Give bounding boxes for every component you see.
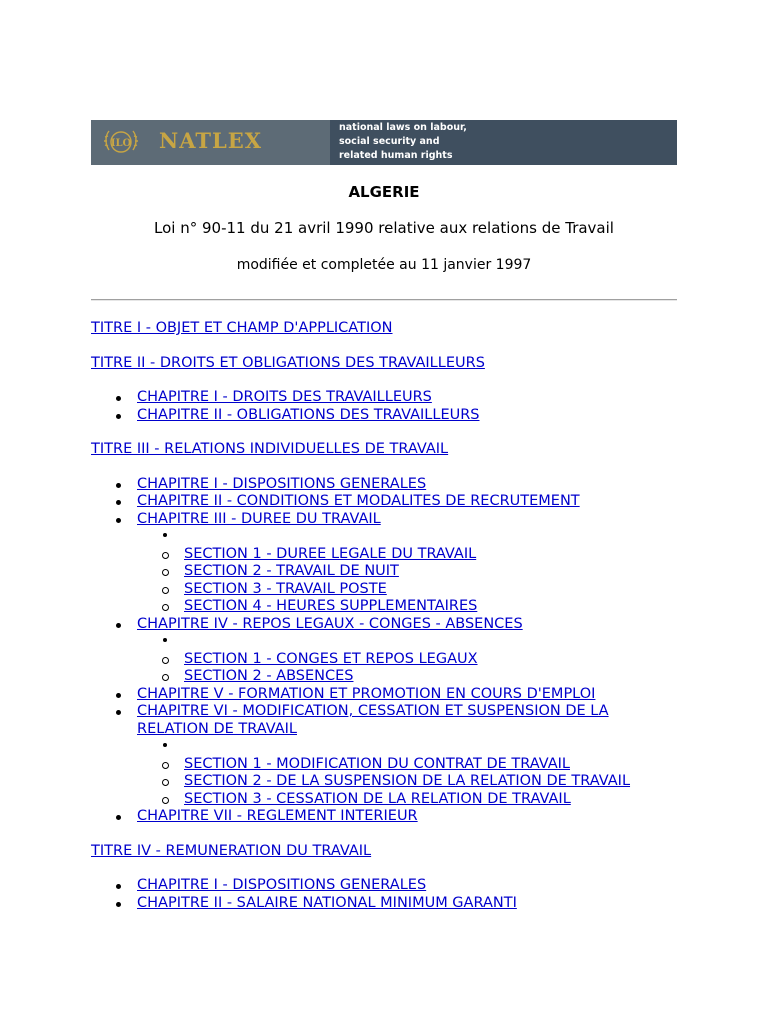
list-item xyxy=(91,703,681,808)
chapter-link[interactable]: CHAPITRE II - CONDITIONS ET MODALITES DE RECRUTEMENT xyxy=(137,493,580,509)
empty-list-item xyxy=(137,528,681,546)
titre-link[interactable]: TITRE III - RELATIONS INDIVIDUELLES DE TRAVAIL xyxy=(91,441,449,457)
section-list xyxy=(137,528,681,616)
list-item xyxy=(91,476,681,494)
chapter-list xyxy=(91,877,681,912)
svg-text:ILO: ILO xyxy=(110,138,132,149)
tagline-line: social security and xyxy=(339,136,440,147)
section-list xyxy=(137,738,681,808)
list-item xyxy=(137,563,681,581)
chapter-link[interactable]: CHAPITRE VI - MODIFICATION, CESSATION ET SUSPENSION DE LA RELATION DE TRAVAIL xyxy=(137,703,609,737)
section-link[interactable]: SECTION 1 - DUREE LEGALE DU TRAVAIL xyxy=(184,545,477,562)
natlex-banner xyxy=(91,120,677,165)
section-link[interactable]: SECTION 1 - CONGES ET REPOS LEGAUX xyxy=(184,650,478,667)
ilo-logo-icon xyxy=(103,124,139,160)
chapter-link[interactable]: CHAPITRE I - DROITS DES TRAVAILLEURS xyxy=(137,389,432,405)
list-item xyxy=(137,791,681,809)
chapter-link[interactable]: CHAPITRE V - FORMATION ET PROMOTION EN COURS D'EMPLOI xyxy=(137,685,596,702)
section-link[interactable]: SECTION 2 - DE LA SUSPENSION DE LA RELATION DE TRAVAIL xyxy=(184,773,631,789)
list-item xyxy=(91,389,681,407)
empty-list-item xyxy=(137,738,681,756)
horizontal-rule xyxy=(91,299,677,301)
titre-link[interactable]: TITRE IV - REMUNERATION DU TRAVAIL xyxy=(91,842,372,859)
section-link[interactable]: SECTION 3 - TRAVAIL POSTE xyxy=(184,580,387,597)
list-item xyxy=(91,493,681,511)
list-item xyxy=(91,511,681,616)
chapter-link[interactable]: CHAPITRE II - SALAIRE NATIONAL MINIMUM GARANTI xyxy=(137,894,517,911)
section-link[interactable]: SECTION 3 - CESSATION DE LA RELATION DE TRAVAIL xyxy=(184,790,571,807)
toc-titre xyxy=(91,441,681,459)
tagline-line: national laws on labour, xyxy=(339,122,467,133)
section-link[interactable]: SECTION 1 - MODIFICATION DU CONTRAT DE TRAVAIL xyxy=(184,755,570,772)
chapter-link[interactable]: CHAPITRE II - OBLIGATIONS DES TRAVAILLEURS xyxy=(137,406,480,423)
list-item xyxy=(137,756,681,774)
chapter-link[interactable]: CHAPITRE I - DISPOSITIONS GENERALES xyxy=(137,475,427,492)
chapter-link[interactable]: CHAPITRE I - DISPOSITIONS GENERALES xyxy=(137,877,427,893)
empty-list-item xyxy=(137,633,681,651)
section-link[interactable]: SECTION 4 - HEURES SUPPLEMENTAIRES xyxy=(184,598,478,614)
country-heading: ALGERIE xyxy=(348,183,420,201)
titre-link[interactable]: TITRE I - OBJET ET CHAMP D'APPLICATION xyxy=(91,320,393,336)
chapter-link[interactable]: CHAPITRE IV - REPOS LEGAUX - CONGES - ABSENCES xyxy=(137,615,523,632)
toc-titre xyxy=(91,320,681,338)
natlex-wordmark: NATLEX xyxy=(159,128,263,153)
list-item xyxy=(137,651,681,669)
list-item xyxy=(91,686,681,704)
chapter-list xyxy=(91,389,681,424)
chapter-link[interactable]: CHAPITRE III - DUREE DU TRAVAIL xyxy=(137,510,381,527)
law-title: Loi n° 90-11 du 21 avril 1990 relative aux relations de Travail xyxy=(154,219,614,237)
toc-titre xyxy=(91,355,681,373)
tagline-line: related human rights xyxy=(339,150,453,161)
list-item xyxy=(137,581,681,599)
list-item xyxy=(137,773,681,791)
section-link[interactable]: SECTION 2 - ABSENCES xyxy=(184,668,354,684)
banner-logo-panel xyxy=(91,120,330,165)
amendment-note: modifiée et completée au 11 janvier 1997 xyxy=(236,257,532,273)
section-link[interactable]: SECTION 2 - TRAVAIL DE NUIT xyxy=(184,563,399,579)
section-list xyxy=(137,633,681,686)
list-item xyxy=(91,616,681,686)
toc-titre xyxy=(91,843,681,861)
chapter-list xyxy=(91,476,681,826)
table-of-contents xyxy=(91,320,681,929)
titre-link[interactable]: TITRE II - DROITS ET OBLIGATIONS DES TRAVAILLEURS xyxy=(91,354,485,371)
banner-tagline xyxy=(339,121,669,163)
list-item xyxy=(137,546,681,564)
list-item xyxy=(91,877,681,895)
list-item xyxy=(137,668,681,686)
list-item xyxy=(91,407,681,425)
chapter-link[interactable]: CHAPITRE VII - REGLEMENT INTERIEUR xyxy=(137,808,418,824)
list-item xyxy=(137,598,681,616)
list-item xyxy=(91,895,681,913)
list-item xyxy=(91,808,681,826)
